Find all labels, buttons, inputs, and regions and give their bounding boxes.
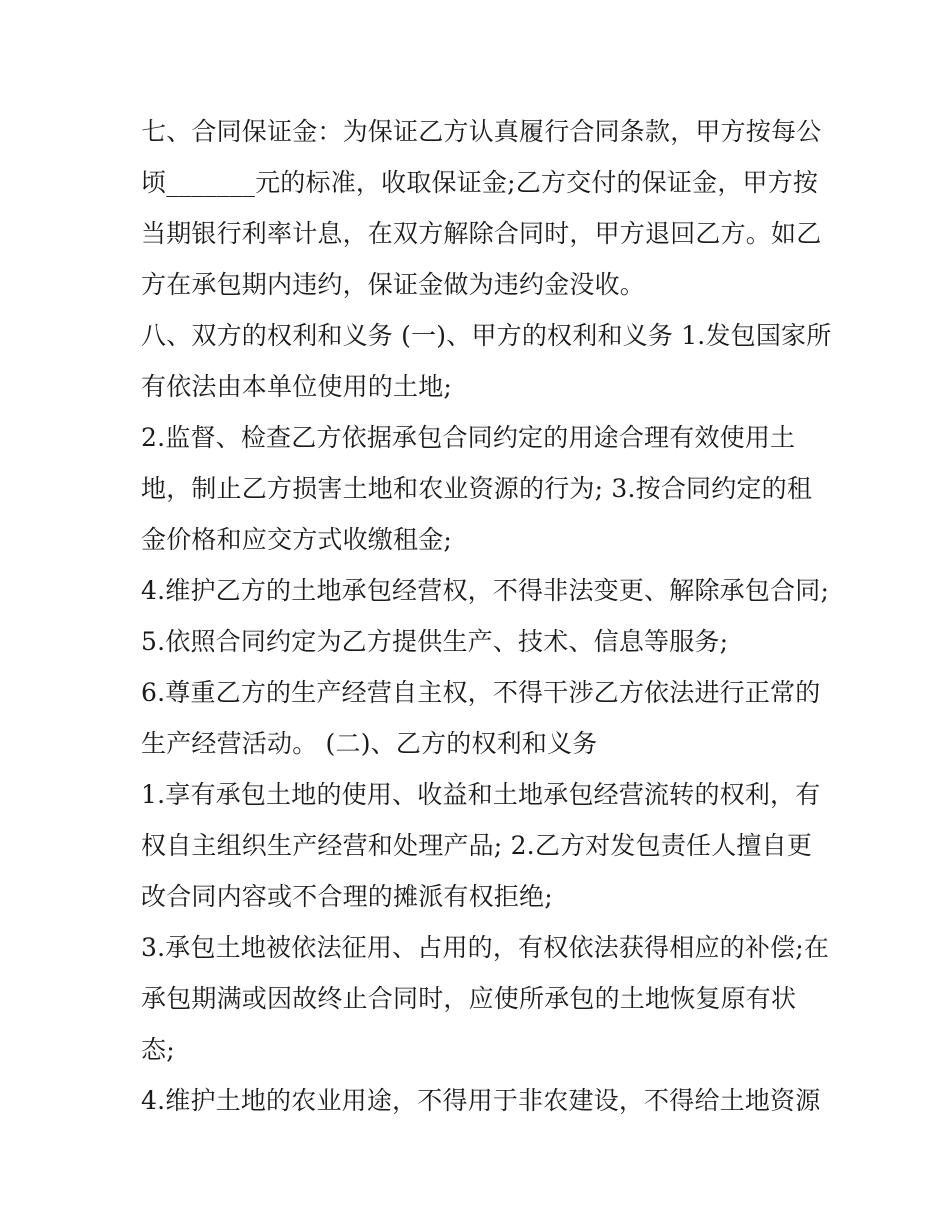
text-line: 承包期满或因故终止合同时，应使所承包的土地恢复原有状 (141, 984, 797, 1013)
text-line: 有依法由本单位使用的土地; (141, 372, 453, 401)
document-body (141, 106, 832, 1126)
text-line: 权自主组织生产经营和处理产品; 2.乙方对发包责任人擅自更 (141, 831, 813, 860)
text-line: 地，制止乙方损害土地和农业资源的行为; 3.按合同约定的租 (141, 474, 813, 503)
text-line: 顷_______元的标准，收取保证金;乙方交付的保证金，甲方按 (141, 168, 819, 197)
text-line: 七、合同保证金：为保证乙方认真履行合同条款，甲方按每公 (141, 117, 822, 146)
text-line: 生产经营活动。 (二)、乙方的权利和义务 (141, 729, 598, 758)
text-line: 态; (141, 1035, 175, 1064)
text-line: 5.依照合同约定为乙方提供生产、技术、信息等服务; (141, 627, 729, 656)
text-line: 当期银行利率计息，在双方解除合同时，甲方退回乙方。如乙 (141, 219, 822, 248)
text-line: 金价格和应交方式收缴租金; (141, 525, 453, 554)
text-line: 4.维护乙方的土地承包经营权，不得非法变更、解除承包合同; (141, 576, 830, 605)
text-line: 4.维护土地的农业用途，不得用于非农建设，不得给土地资源 (141, 1086, 821, 1115)
text-line: 改合同内容或不合理的摊派有权拒绝; (141, 882, 553, 911)
text-line: 方在承包期内违约，保证金做为违约金没收。 (141, 270, 646, 299)
text-line: 3.承包土地被依法征用、占用的，有权依法获得相应的补偿;在 (141, 933, 830, 962)
text-line: 1.享有承包土地的使用、收益和土地承包经营流转的权利，有 (141, 780, 821, 809)
text-line: 2.监督、检查乙方依据承包合同约定的用途合理有效使用土 (141, 423, 796, 452)
text-line: 6.尊重乙方的生产经营自主权，不得干涉乙方依法进行正常的 (141, 678, 821, 707)
text-line: 八、双方的权利和义务 (一)、甲方的权利和义务 1.发包国家所 (141, 321, 832, 350)
